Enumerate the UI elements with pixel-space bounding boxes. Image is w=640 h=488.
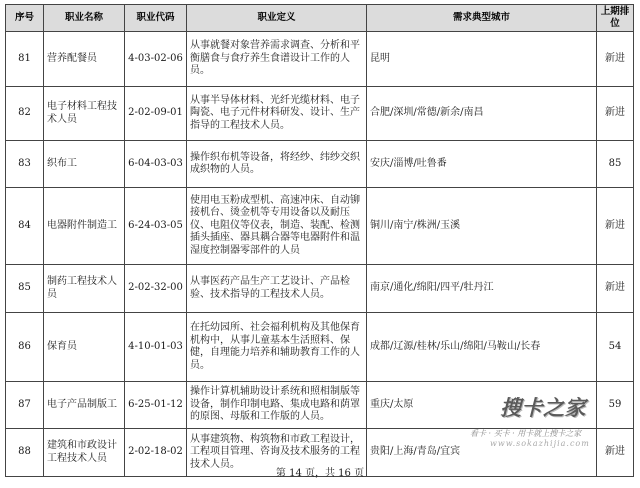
cell-cities: 安庆/淄博/吐鲁番 bbox=[367, 141, 597, 188]
cell-last-rank: 新进 bbox=[597, 429, 634, 477]
cell-definition: 在托幼园所、社会福利机构及其他保育机构中，从事儿童基本生活照料、保健，自理能力培养和辅助教育工作的人员。 bbox=[187, 313, 367, 382]
cell-seq: 83 bbox=[6, 141, 44, 188]
cell-definition: 使用电玉粉成型机、高速冲床、自动铆接机台、烫金机等专用设备以及耐压仪、电阻仪等仪表，制造、装配、检测插头插座、器具耦合器等电器附件和温湿度控制器零部件的人员 bbox=[187, 188, 367, 265]
cell-occupation-name: 电器附件制造工 bbox=[44, 188, 125, 265]
cell-occupation-code: 2-02-32-00 bbox=[125, 265, 187, 313]
cell-occupation-name: 保育员 bbox=[44, 313, 125, 382]
cell-last-rank: 59 bbox=[597, 382, 634, 429]
cell-last-rank: 新进 bbox=[597, 87, 634, 141]
cell-definition: 从事建筑物、构筑物和市政工程设计，工程项目管理、咨询及技术服务的工程技术人员。 bbox=[187, 429, 367, 477]
cell-definition: 从事就餐对象营养需求调查、分析和平衡膳食与食疗养生食谱设计工作的人员。 bbox=[187, 32, 367, 87]
header-seq: 序号 bbox=[6, 5, 44, 32]
cell-definition: 操作织布机等设备，将经纱、纬纱交织成织物的人员。 bbox=[187, 141, 367, 188]
cell-cities: 铜川/南宁/株洲/玉溪 bbox=[367, 188, 597, 265]
cell-seq: 82 bbox=[6, 87, 44, 141]
watermark-slogan: 看卡 · 买卡 · 用卡就上搜卡之家 bbox=[470, 429, 582, 438]
cell-occupation-name: 建筑和市政设计工程技术人员 bbox=[44, 429, 125, 477]
cell-occupation-code: 6-04-03-03 bbox=[125, 141, 187, 188]
cell-cities: 贵阳/上海/青岛/宜宾 bbox=[367, 429, 597, 477]
cell-occupation-name: 电子产品制版工 bbox=[44, 382, 125, 429]
cell-occupation-code: 2-02-09-01 bbox=[125, 87, 187, 141]
header-name: 职业名称 bbox=[44, 5, 125, 32]
table-row bbox=[6, 32, 634, 87]
table-row bbox=[6, 141, 634, 188]
cell-seq: 85 bbox=[6, 265, 44, 313]
cell-last-rank: 新进 bbox=[597, 265, 634, 313]
cell-last-rank: 54 bbox=[597, 313, 634, 382]
table-header-row bbox=[6, 5, 634, 32]
cell-occupation-code: 6-25-01-12 bbox=[125, 382, 187, 429]
cell-definition: 从事半导体材料、光纤光缆材料、电子陶瓷、电子元件材料研发、设计、生产指导的工程技术人员。 bbox=[187, 87, 367, 141]
cell-seq: 87 bbox=[6, 382, 44, 429]
cell-cities: 成都/辽源/桂林/乐山/绵阳/马鞍山/长春 bbox=[367, 313, 597, 382]
watermark bbox=[470, 392, 640, 454]
cell-last-rank: 85 bbox=[597, 141, 634, 188]
cell-cities: 合肥/深圳/常德/新余/南昌 bbox=[367, 87, 597, 141]
header-code: 职业代码 bbox=[125, 5, 187, 32]
header-last-rank: 上期排位 bbox=[597, 5, 634, 32]
cell-seq: 86 bbox=[6, 313, 44, 382]
cell-occupation-code: 2-02-18-02 bbox=[125, 429, 187, 477]
cell-definition: 从事医药产品生产工艺设计、产品检验、技术指导的工程技术人员。 bbox=[187, 265, 367, 313]
cell-occupation-name: 制药工程技术人员 bbox=[44, 265, 125, 313]
cell-occupation-code: 4-10-01-03 bbox=[125, 313, 187, 382]
cell-cities: 南京/通化/绵阳/四平/牡丹江 bbox=[367, 265, 597, 313]
cell-occupation-code: 4-03-02-06 bbox=[125, 32, 187, 87]
cell-last-rank: 新进 bbox=[597, 32, 634, 87]
header-cities: 需求典型城市 bbox=[367, 5, 597, 32]
cell-definition: 操作计算机辅助设计系统和照相制版等设备，制作印制电路、集成电路和荫罩的原图、母版和工作版的人员。 bbox=[187, 382, 367, 429]
cell-seq: 88 bbox=[6, 429, 44, 477]
cell-seq: 81 bbox=[6, 32, 44, 87]
cell-occupation-name: 营养配餐员 bbox=[44, 32, 125, 87]
cell-cities: 昆明 bbox=[367, 32, 597, 87]
cell-seq: 84 bbox=[6, 188, 44, 265]
cell-cities: 重庆/太原 bbox=[367, 382, 597, 429]
table-row bbox=[6, 265, 634, 313]
table-row bbox=[6, 313, 634, 382]
header-definition: 职业定义 bbox=[187, 5, 367, 32]
cell-occupation-name: 织布工 bbox=[44, 141, 125, 188]
cell-occupation-name: 电子材料工程技术人员 bbox=[44, 87, 125, 141]
table-row bbox=[6, 188, 634, 265]
watermark-logo: 搜卡之家 bbox=[500, 396, 586, 420]
cell-occupation-code: 6-24-03-05 bbox=[125, 188, 187, 265]
watermark-url: www.sokazhijia.com bbox=[490, 439, 590, 448]
page-number-footer: 第 14 页，共 16 页 bbox=[275, 468, 365, 479]
cell-last-rank: 新进 bbox=[597, 188, 634, 265]
table-row bbox=[6, 87, 634, 141]
